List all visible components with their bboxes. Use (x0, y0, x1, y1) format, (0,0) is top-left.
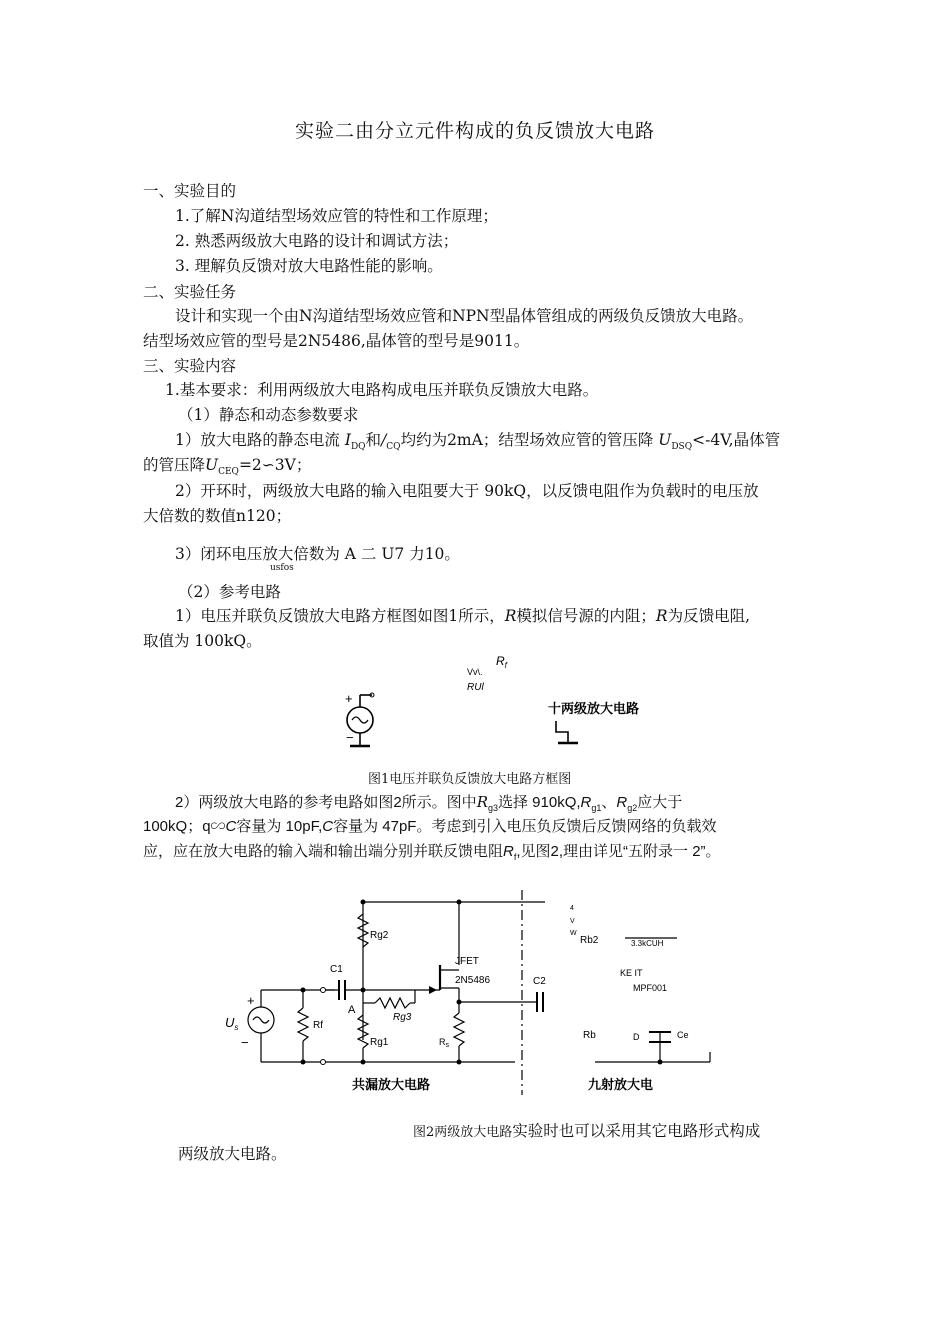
figure-2-caption: 图2两级放大电路 (413, 1125, 513, 1140)
requirement-1: 1）放大电路的静态电流 $I_{DQ}$和$/_{CQ}$均约为2mA；结型场效应管的管压降 $U_{DSQ}<-4V$,晶体管 (175, 431, 781, 453)
page-title: 实验二由分立元件构成的负反馈放大电路 (294, 120, 655, 142)
stage-1-label: 共漏放大电路 (352, 1077, 431, 1092)
rs-label: $R_s$ (439, 1037, 449, 1049)
reference-2-cont: 100kQ；q∽C容量为 10pF,C容量为 47pF。考虑到引入电压负反馈后反馈网络的负载效 (143, 818, 717, 835)
rc-value-label: 3.3kCUH (631, 939, 664, 948)
closing-text: 两级放大电路。 (178, 1145, 287, 1163)
section-heading-objectives: 一、实验目的 (143, 182, 237, 200)
figure-2-circuit (215, 890, 725, 1100)
c2-label: C2 (533, 976, 546, 987)
amplifier-label: 十两级放大电路 (548, 701, 640, 716)
section-heading-tasks: 二、实验任务 (143, 283, 237, 301)
us-label: $U_s$ (225, 1015, 239, 1032)
svg-text:−: − (346, 730, 354, 745)
rf-label: Rf (313, 1020, 323, 1031)
subsection-heading: （1）静态和动态参数要求 (178, 406, 359, 424)
objective-item: 3. 理解负反馈对放大电路性能的影响。 (175, 257, 443, 275)
svg-text:+: + (345, 691, 353, 706)
d-label: D (633, 1032, 640, 1042)
reference-2: 2）两级放大电路的参考电路如图2所示。图中$R_{g3}$选择 $910kQ,R_{g1}$、$R_{g2}$应大于 (175, 793, 683, 813)
rg2-label: Rg2 (370, 930, 389, 941)
c1-label: C1 (330, 964, 343, 975)
reference-2-cont: 应，应在放大电路的输入端和输出端分别并联反馈电阻$R_f$,见图2,理由详见“五附录一 2”。 (143, 843, 721, 862)
rb2-label: Rb2 (580, 935, 599, 946)
jfet-label: JFET (455, 956, 479, 967)
figure-2-caption-line (413, 1119, 760, 1141)
task-paragraph: 设计和实现一个由N沟道结型场效应管和NPN型晶体管组成的两级负反馈放大电路。 (175, 307, 754, 325)
objective-item: 1.了解N沟道结型场效应管的特性和工作原理； (175, 207, 498, 225)
stage-2-label: 九射放大电 (588, 1077, 654, 1092)
rg1-label: Rg1 (370, 1037, 389, 1048)
jfet-model-label: 2N5486 (455, 975, 491, 986)
objective-item: 2. 熟悉两级放大电路的设计和调试方法； (175, 232, 459, 250)
requirement-2-cont: 大倍数的数值n120； (143, 507, 292, 525)
vcc-label: 4 (570, 905, 574, 912)
svg-text:+: + (247, 993, 255, 1008)
requirement-2: 2）开环时，两级放大电路的输入电阻要大于 90kQ，以反馈电阻作为负载时的电压放 (175, 482, 759, 500)
svg-text:W: W (570, 930, 577, 937)
subsection-heading: （2）参考电路 (178, 583, 281, 601)
task-paragraph: 结型场效应管的型号是2N5486,晶体管的型号是9011。 (143, 332, 530, 350)
rb-label: Rb (583, 1030, 596, 1041)
figure-1-block-diagram (330, 650, 660, 755)
mpf-label: MPF001 (633, 983, 668, 993)
requirement-3-subscript: usfos (270, 563, 294, 573)
requirement-3: 3）闭环电压放大倍数为 A 二 U7 力10。 (175, 545, 460, 563)
rf-label: $R_f$ (496, 654, 507, 670)
vv-label: Vv\. (467, 667, 483, 677)
svg-text:V: V (570, 918, 575, 925)
node-a-label: A (348, 1004, 356, 1016)
keit-label: KE IT (620, 968, 643, 978)
rui-label: RUl (467, 682, 484, 693)
reference-1: 1）电压并联负反馈放大电路方框图如图1所示，R模拟信号源的内阻；R为反馈电阻, (175, 607, 751, 625)
ce-label: Ce (677, 1030, 689, 1040)
svg-text:−: − (241, 1035, 249, 1050)
figure-1-caption: 图1电压并联负反馈放大电路方框图 (368, 772, 572, 787)
figure-2-tail-text: 实验时也可以采用其它电路形式构成 (512, 1122, 761, 1140)
reference-1-cont: 取值为 100kQ。 (143, 632, 262, 650)
rg3-label: Rg3 (393, 1012, 412, 1023)
section-heading-content: 三、实验内容 (143, 357, 237, 375)
requirement-1-cont: 的管压降$U_{CEQ}=2∽3V$； (143, 456, 312, 478)
basic-requirement: 1.基本要求：利用两级放大电路构成电压并联负反馈放大电路。 (165, 381, 599, 399)
